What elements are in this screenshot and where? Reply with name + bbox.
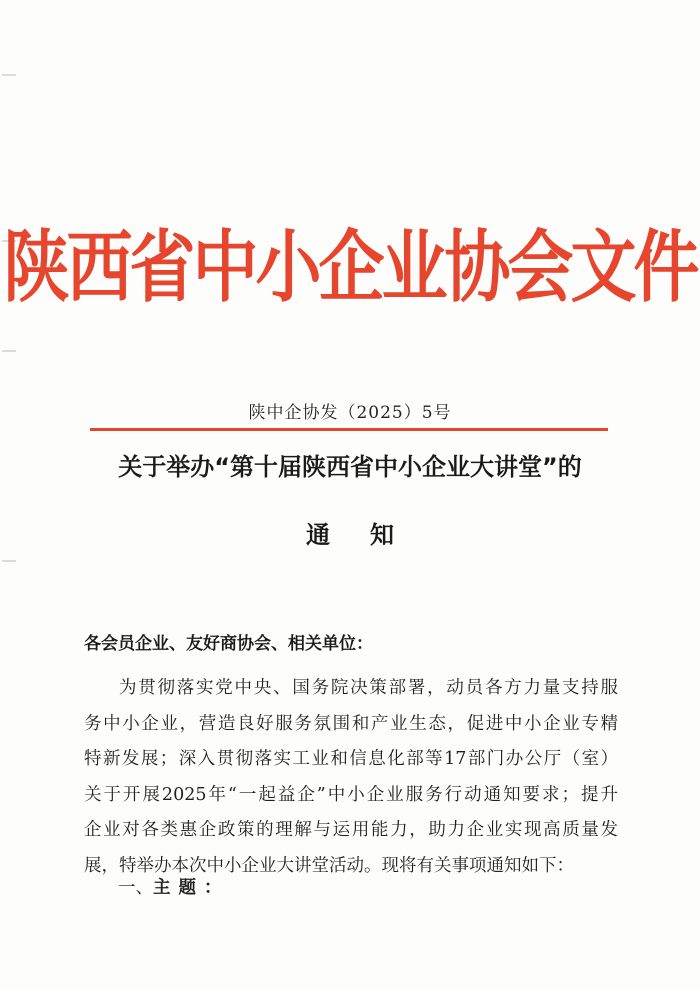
body-paragraph xyxy=(84,671,618,885)
body-line: 企业对各类惠企政策的理解与运用能力，助力企业实现高质量发 xyxy=(84,820,618,841)
section-heading xyxy=(118,874,230,899)
notice-title: 关于举办“第十届陕西省中小企业大讲堂”的 xyxy=(118,453,582,481)
scan-artifact xyxy=(2,74,16,76)
scan-artifact xyxy=(2,560,16,562)
body-line: 务中小企业，营造良好服务氛围和产业生态，促进中小企业专精 xyxy=(84,713,618,734)
section-number: 一、 xyxy=(118,878,153,898)
body-line: 特新发展；深入贯彻落实工业和信息化部等17部门办公厅（室） xyxy=(84,749,618,770)
scan-artifact xyxy=(2,350,16,352)
salutation: 各会员企业、友好商协会、相关单位： xyxy=(84,634,373,654)
notice-title-suffix: 通知 xyxy=(306,521,434,549)
body-line: 为贯彻落实党中央、国务院决策部署，动员各方力量支持服 xyxy=(119,678,618,698)
red-divider-line xyxy=(90,428,608,431)
body-line: 展，特举办本次中小企业大讲堂活动。现将有关事项通知如下： xyxy=(84,855,574,876)
body-line: 关于开展2025年“一起益企”中小企业服务行动通知要求；提升 xyxy=(84,784,618,805)
document-number: 陕中企协发（2025）5号 xyxy=(248,403,452,423)
letterhead-title: 陕西省中小企业协会文件 xyxy=(3,220,697,313)
section-label: 主题： xyxy=(153,878,230,898)
